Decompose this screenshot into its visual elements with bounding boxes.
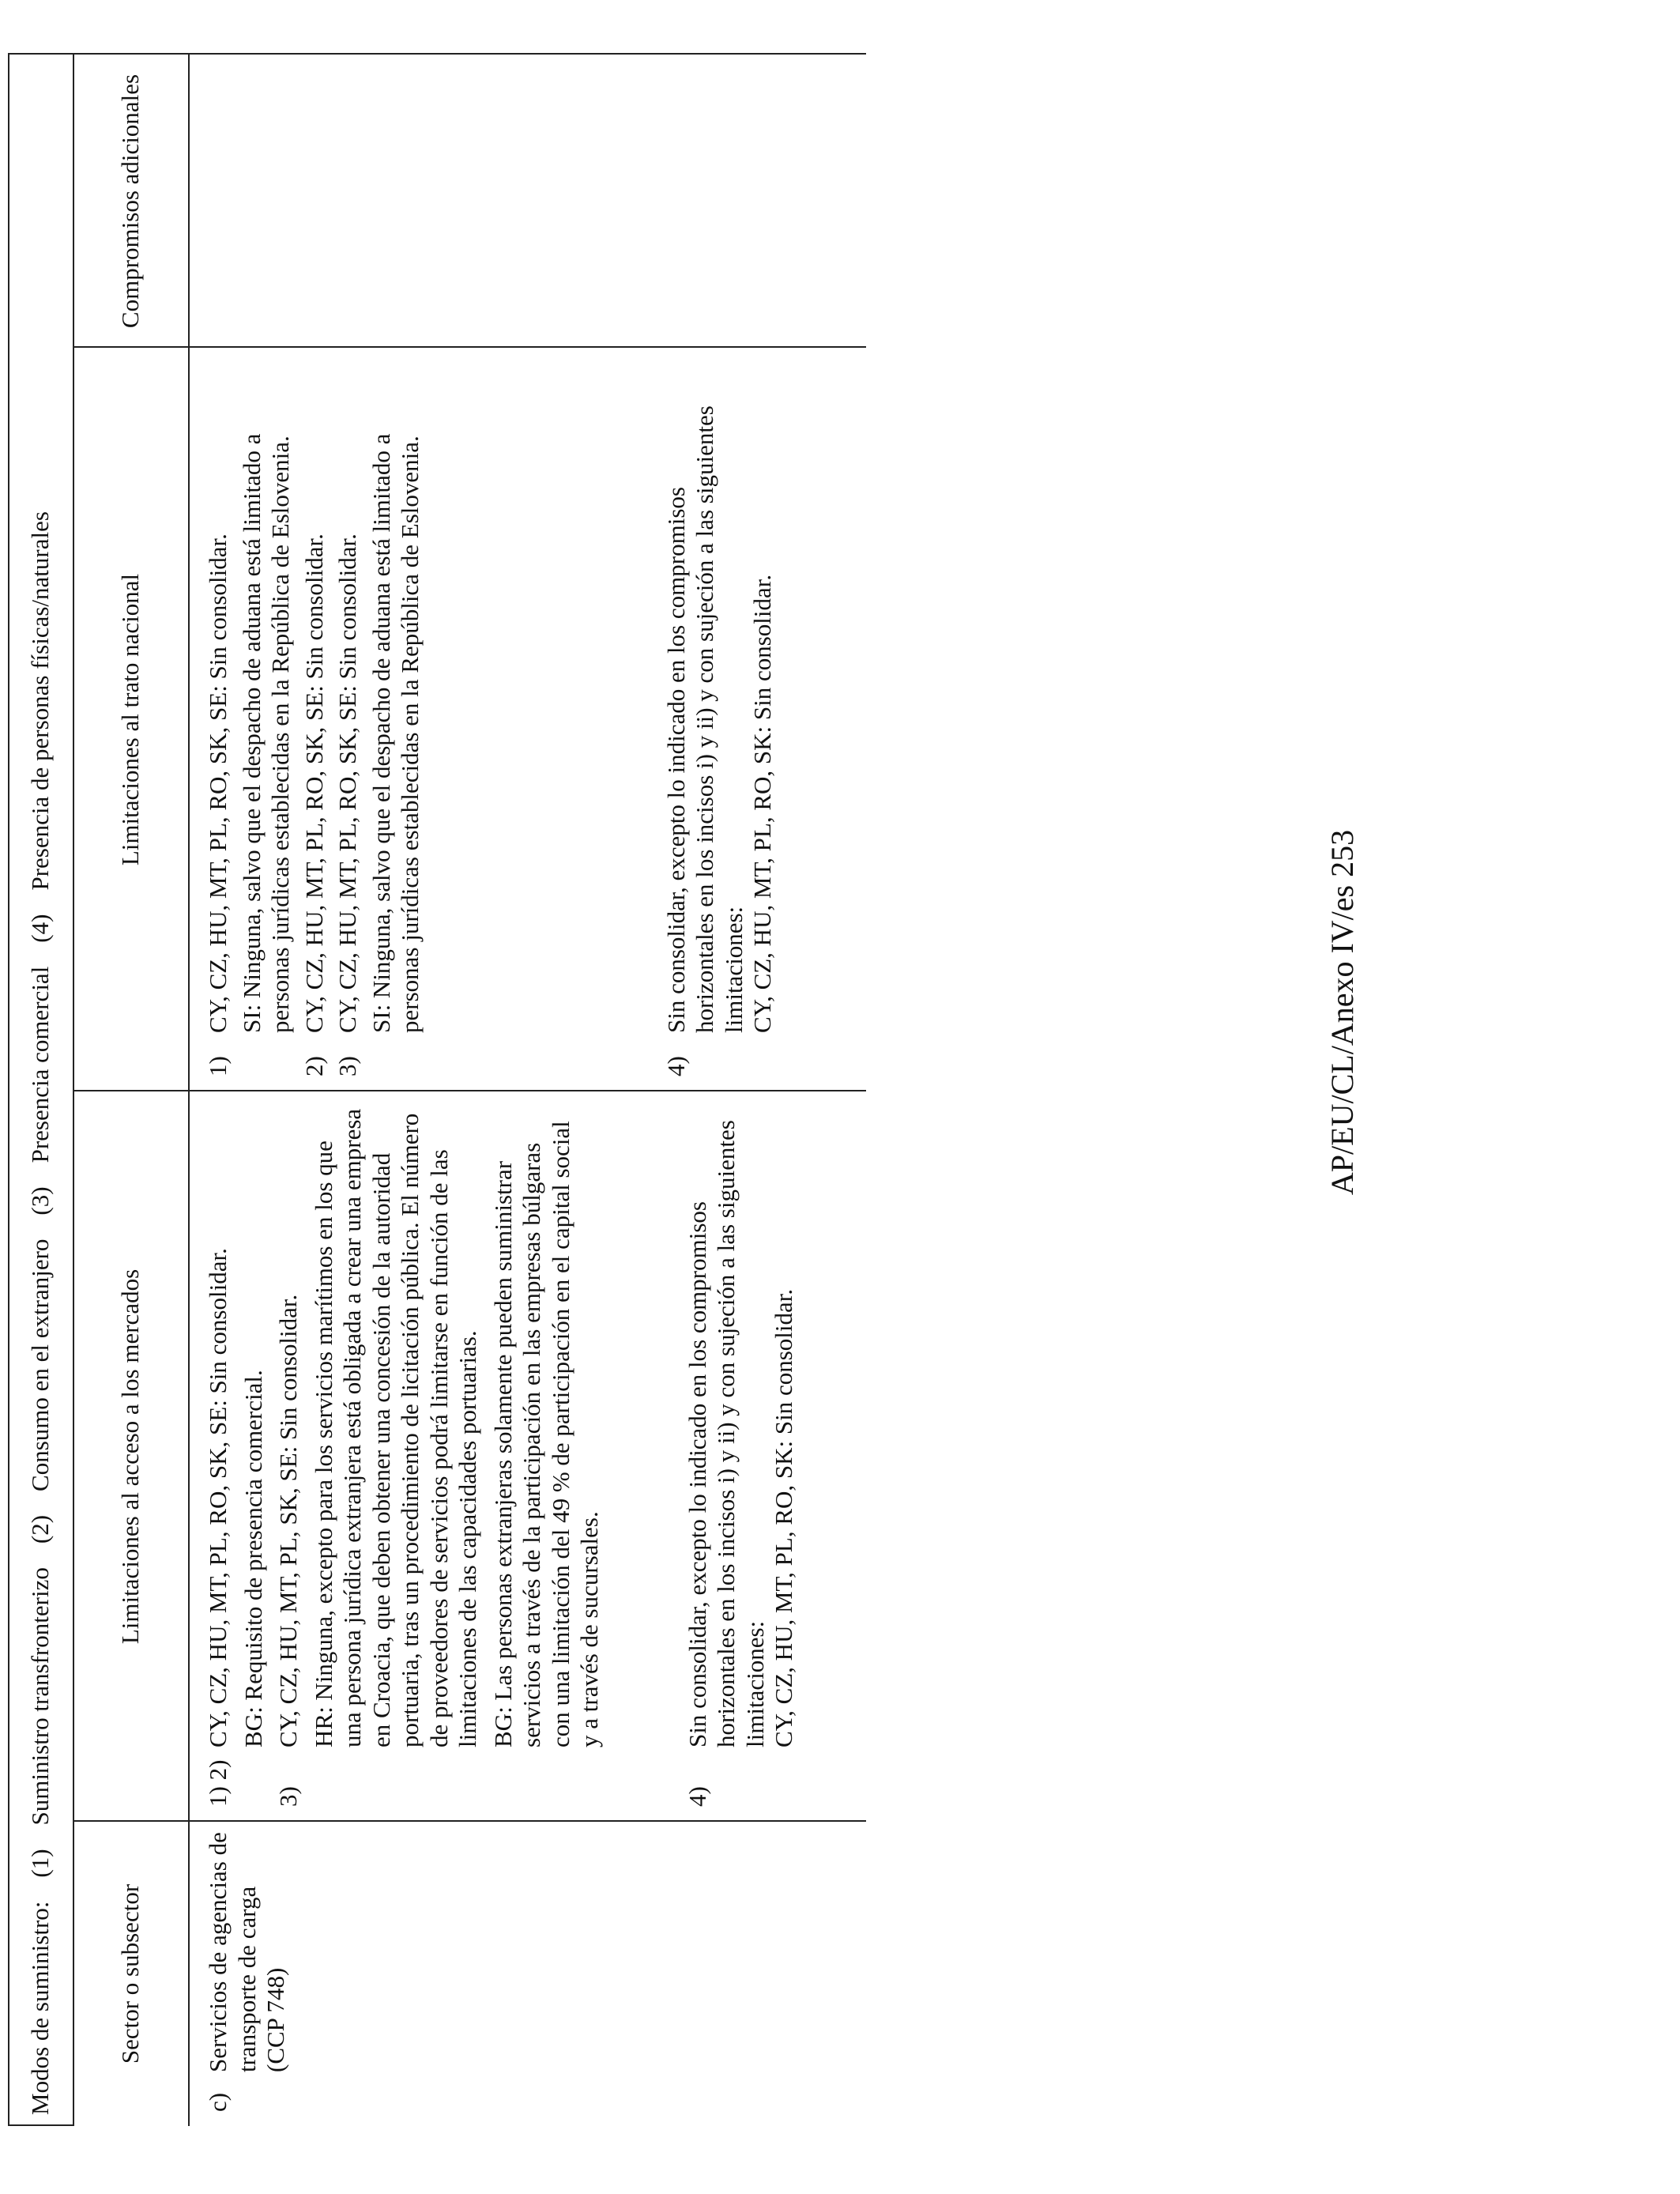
mode-3-label: Presencia comercial — [26, 966, 54, 1163]
mode-1-number: (1) — [26, 1849, 54, 1878]
table-left-border — [8, 2124, 73, 2126]
sector-entry — [204, 1831, 291, 2112]
market-mode-4 — [684, 1103, 770, 1807]
national-mode-2-text: CY, CZ, HU, MT, PL, RO, SK, SE: Sin consolidar. — [299, 533, 328, 1033]
sector-text: Servicios de agencias de transporte de carga (CCP 748) — [204, 1832, 289, 2072]
column-divider-2 — [73, 1090, 866, 1091]
national-mode-1-number: 1) — [204, 1056, 232, 1076]
header-sector: Sector o subsector — [116, 1883, 144, 2064]
national-mode-2-number: 2) — [299, 1056, 328, 1076]
column-divider-1 — [73, 1820, 866, 1822]
market-mode-4-text: Sin consolidar, excepto lo indicado en los compromisos horizontales en los incisos i) y ii) y con sujeción a las siguientes limitaciones: — [683, 1120, 769, 1747]
modes-of-supply-row — [18, 68, 62, 2115]
market-mode-4-number: 4) — [683, 1786, 711, 1807]
table-right-border — [8, 53, 866, 55]
national-mode-3-number: 3) — [333, 1056, 361, 1076]
national-mode-4-countries: CY, CZ, HU, MT, PL, RO, SK: Sin consolidar. — [748, 574, 776, 1033]
market-hr-limitation: HR: Ninguna, excepto para los servicios marítimos en los que una persona jurídica extranjera está obligada a crear una empresa en Croacia, que deben obtener una concesión de la autoridad portuaria, tras un procedimiento de licitación pública. El número de proveedores de servicios podrá limitarse en función de las limitaciones de las capacidades portuarias. — [309, 1108, 481, 1747]
market-bg-requirement: BG: Requisito de presencia comercial. — [239, 1370, 267, 1747]
mode-4-label: Presencia de personas físicas/naturales — [26, 511, 54, 891]
national-si-limitation-3: SI: Ninguna, salvo que el despacho de aduana está limitado a personas jurídicas establecidas en la República de Eslovenia. — [367, 433, 424, 1033]
national-mode-4 — [662, 361, 749, 1076]
mode-3-number: (3) — [26, 1186, 54, 1216]
header-national-treatment: Limitaciones al trato nacional — [116, 573, 144, 866]
national-treatment-cell — [204, 361, 778, 1076]
page-footer: AP/EU/CL/Anexo IV/es 253 — [1324, 829, 1360, 1196]
national-mode-2 — [300, 361, 330, 1076]
sector-letter: c) — [204, 2092, 232, 2112]
mode-2-number: (2) — [26, 1514, 54, 1544]
national-mode-1-text: CY, CZ, HU, MT, PL, RO, SK, SE: Sin consolidar. — [204, 533, 232, 1033]
header-additional-commitments: Compromisos adicionales — [116, 74, 144, 329]
market-mode-3-text: CY, CZ, HU, MT, PL, SK, SE: Sin consolidar. — [274, 1294, 302, 1747]
market-mode-1-2 — [204, 1103, 233, 1807]
market-access-cell — [204, 1103, 799, 1807]
header-market-access: Limitaciones al acceso a los mercados — [116, 1269, 144, 1645]
national-mode-4-text: Sin consolidar, excepto lo indicado en los compromisos horizontales en los incisos i) y ii) y con sujeción a las siguientes limitaciones: — [661, 405, 748, 1033]
modes-label: Modos de suministro: — [26, 1901, 54, 2115]
market-bg-limitation: BG: Las personas extranjeras solamente pueden suministrar servicios a través de la participación en las empresas búlgaras con una limitación del 49 % de participación en el capital social y a través de sucursales. — [488, 1121, 603, 1747]
national-mode-1 — [204, 361, 233, 1076]
national-si-limitation-1: SI: Ninguna, salvo que el despacho de aduana está limitado a personas jurídicas establecidas en la República de Eslovenia. — [237, 433, 294, 1033]
market-mode-1-2-text: CY, CZ, HU, MT, PL, RO, SK, SE: Sin consolidar. — [204, 1248, 232, 1747]
mode-2-label: Consumo en el extranjero — [26, 1238, 54, 1491]
market-mode-3-number: 3) — [274, 1786, 302, 1807]
column-divider-3 — [73, 346, 866, 348]
schedule-table — [8, 55, 866, 2126]
mode-4-number: (4) — [26, 914, 54, 943]
market-mode-4-countries: CY, CZ, HU, MT, PL, RO, SK: Sin consolidar. — [770, 1288, 797, 1747]
table-top-border — [8, 55, 9, 2126]
national-mode-4-number: 4) — [661, 1056, 690, 1076]
national-mode-3-text: CY, CZ, HU, MT, PL, RO, SK, SE: Sin consolidar. — [333, 533, 361, 1033]
mode-1-label: Suministro transfronterizo — [26, 1567, 54, 1826]
market-mode-1-2-number: 1) 2) — [204, 1759, 232, 1807]
sector-cell — [204, 1831, 291, 2112]
market-mode-3 — [274, 1103, 303, 1807]
national-mode-3 — [333, 361, 363, 1076]
